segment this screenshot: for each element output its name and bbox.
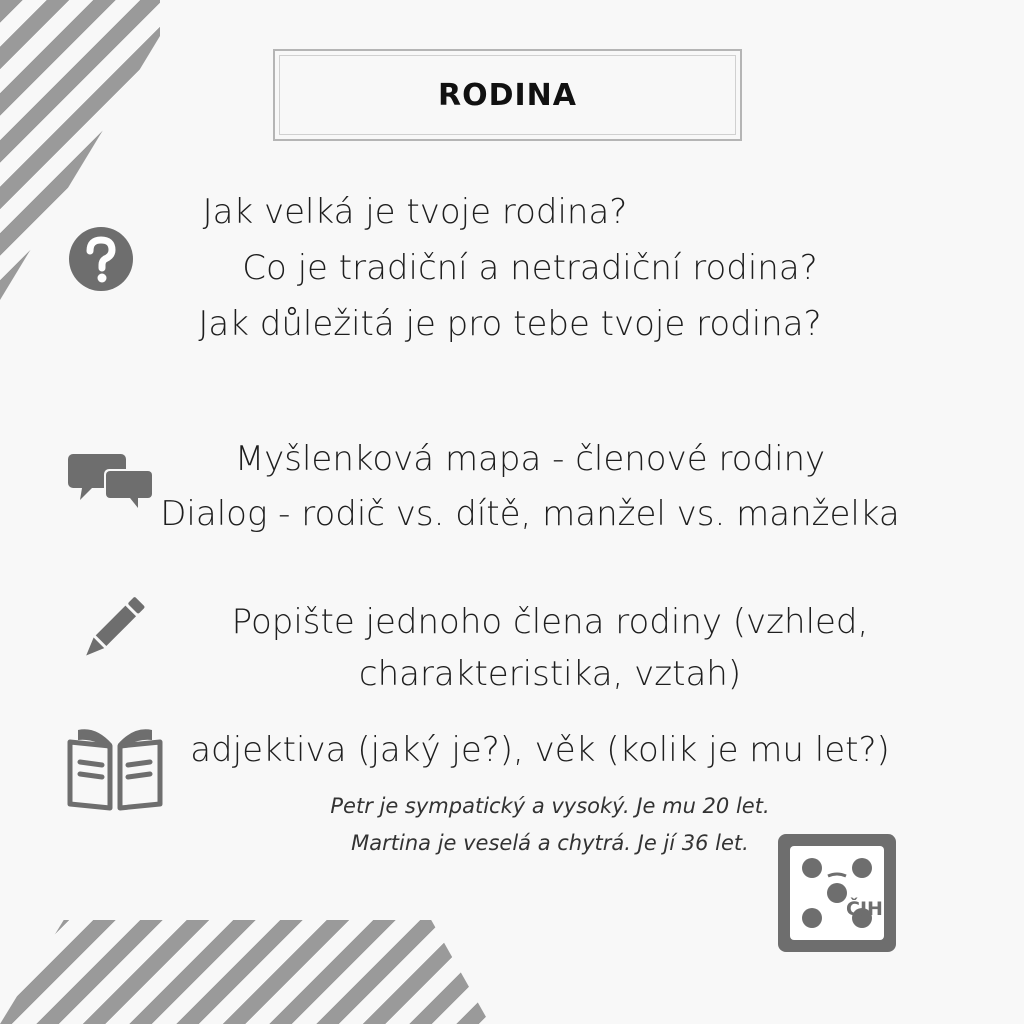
pencil-icon bbox=[78, 596, 146, 662]
example-line-2: Martina je veselá a chytrá. Je jí 36 let. bbox=[351, 831, 749, 855]
grammar-line: adjektiva (jaký je?), věk (kolik je mu let?) bbox=[190, 730, 890, 770]
speech-bubbles-icon bbox=[68, 452, 156, 510]
open-book-icon bbox=[66, 722, 164, 812]
logo-inner-square bbox=[790, 846, 884, 940]
question-line-1: Jak velká je tvoje rodina? bbox=[202, 192, 628, 232]
page-title: RODINA bbox=[438, 77, 577, 113]
discussion-line-2: Dialog - rodič vs. dítě, manžel vs. manželka bbox=[160, 494, 900, 534]
writing-line-1: Popište jednoho člena rodiny (vzhled, bbox=[231, 602, 869, 642]
logo-dots-icon bbox=[790, 846, 884, 940]
discussion-line-1: Myšlenková mapa - členové rodiny bbox=[234, 439, 826, 479]
question-circle-icon bbox=[68, 226, 134, 292]
cjh-logo bbox=[778, 834, 896, 952]
example-line-1: Petr je sympatický a vysoký. Je mu 20 let. bbox=[330, 794, 770, 818]
decorative-stripes-bottom-left bbox=[0, 920, 490, 1024]
title-frame bbox=[273, 49, 742, 141]
writing-line-2: charakteristika, vztah) bbox=[358, 654, 742, 694]
logo-text: ČJH bbox=[846, 898, 883, 920]
question-line-2: Co je tradiční a netradiční rodina? bbox=[242, 248, 818, 288]
question-line-3: Jak důležitá je pro tebe tvoje rodina? bbox=[198, 304, 822, 344]
